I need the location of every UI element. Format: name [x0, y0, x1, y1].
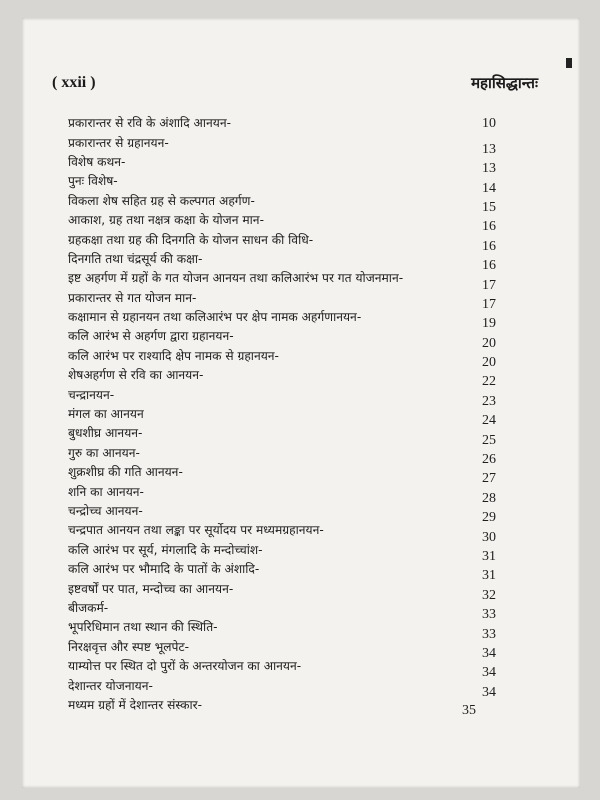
toc-entry-title: पुनः विशेष-	[68, 174, 118, 189]
toc-entry-title: याम्योत्त पर स्थित दो पुरों के अन्तरयोजन का आनयन-	[68, 659, 302, 674]
toc-entry-title: कक्षामान से ग्रहानयन तथा कलिआरंभ पर क्षेप नामक अहर्गणानयन-	[68, 310, 362, 325]
table-of-contents	[68, 110, 496, 711]
toc-entry-page: 20	[482, 335, 496, 351]
toc-entry-title: कलि आरंभ पर सूर्य, मंगलादि के मन्दोच्चांश-	[68, 542, 263, 557]
toc-entry	[68, 556, 496, 584]
toc-entry-title: भूपरिधिमान तथा स्थान की स्थिति-	[68, 620, 218, 635]
toc-entry	[68, 110, 496, 132]
toc-entry-page: 26	[482, 452, 496, 468]
toc-entry-title: चन्द्रोच्च आनयन-	[68, 504, 143, 518]
toc-entry	[68, 246, 496, 274]
toc-entry-title: चन्द्रानयन-	[68, 387, 115, 402]
toc-entry-title: ग्रहकक्षा तथा ग्रह की दिनगति के योजन साधन की विधि-	[68, 232, 314, 247]
toc-entry	[68, 614, 496, 642]
toc-entry-title: मध्यम ग्रहों में देशान्तर संस्कार-	[68, 697, 202, 712]
book-title: महासिद्धान्तः	[471, 74, 538, 92]
toc-entry-page: 13	[482, 161, 496, 177]
toc-entry-title: चन्द्रपात आनयन तथा लङ्का पर सूर्योदय पर मध्यमग्रहानयन-	[68, 523, 324, 538]
toc-entry-page: 16	[482, 238, 496, 254]
toc-entry-page: 19	[482, 316, 496, 332]
toc-entry-page: 24	[482, 413, 496, 429]
page-edge-mark	[566, 58, 572, 68]
toc-entry-page: 15	[482, 199, 496, 215]
toc-entry	[68, 420, 496, 448]
toc-entry	[68, 575, 496, 603]
toc-entry-page: 29	[482, 510, 496, 526]
toc-entry-page: 25	[482, 432, 496, 448]
toc-entry	[68, 285, 496, 312]
toc-entry-title: विशेष कथन-	[68, 154, 126, 169]
toc-entry-title: दिनगति तथा चंद्रसूर्य की कक्षा-	[68, 251, 203, 266]
toc-entry	[68, 440, 496, 468]
toc-entry-page: 16	[482, 258, 496, 274]
page-number: ( xxii )	[52, 74, 96, 91]
toc-entry-page: 13	[482, 141, 496, 157]
toc-entry-page: 31	[482, 548, 496, 564]
toc-final-page-number: 35	[462, 703, 476, 718]
toc-entry-page: 16	[482, 219, 496, 235]
toc-entry-page: 34	[482, 665, 496, 681]
toc-entry-page: 20	[482, 355, 496, 371]
toc-entry-page: 22	[482, 374, 496, 390]
toc-entry-title: प्रकारान्तर से ग्रहानयन-	[68, 135, 169, 150]
toc-entry-page: 30	[482, 529, 496, 545]
page-header	[52, 70, 538, 96]
toc-entry	[68, 149, 496, 177]
toc-entry	[68, 168, 496, 196]
toc-entry-page: 31	[482, 568, 496, 584]
toc-entry	[68, 129, 496, 157]
toc-entry-page: 28	[482, 490, 496, 506]
toc-entry-page: 34	[482, 645, 496, 661]
toc-entry-title: शनि का आनयन-	[68, 484, 144, 499]
toc-entry	[68, 265, 496, 293]
toc-entry-page: 17	[482, 277, 496, 293]
toc-entry	[68, 226, 496, 254]
toc-entry-title: शेषअहर्गण से रवि का आनयन-	[68, 368, 204, 383]
toc-entry	[68, 459, 496, 487]
toc-entry-title: बुधशीघ्र आनयन-	[68, 426, 143, 441]
toc-entry-title: गुरु का आनयन-	[68, 445, 140, 460]
toc-entry-page: 32	[482, 587, 496, 603]
toc-entry	[68, 207, 496, 235]
toc-entry-title: इष्ट अहर्गण में ग्रहों के गत योजन आनयन तथा कलिआरंभ पर गत योजनमान-	[68, 271, 404, 286]
toc-entry-page: 27	[482, 471, 496, 487]
toc-entry-page: 23	[482, 393, 496, 409]
toc-entry	[68, 478, 496, 506]
toc-entry-title: शुक्रशीघ्र की गति आनयन-	[68, 465, 183, 480]
toc-entry	[68, 343, 496, 371]
toc-entry-page: 10	[482, 116, 496, 132]
toc-entry	[68, 323, 496, 351]
toc-entry-title: मंगल का आनयन	[68, 407, 144, 422]
toc-entry	[68, 381, 496, 409]
toc-entry-title: बीजकर्म-	[68, 600, 109, 615]
toc-entry-title: कलि आरंभ से अहर्गण द्वारा ग्रहानयन-	[68, 329, 234, 344]
toc-entry	[68, 517, 496, 545]
toc-entry	[68, 672, 496, 700]
toc-entry-title: इष्टवर्षों पर पात, मन्दोच्च का आनयन-	[68, 581, 234, 596]
toc-entry	[68, 304, 496, 332]
toc-entry-title: कलि आरंभ पर भौमादि के पातों के अंशादि-	[68, 562, 260, 577]
toc-entry	[68, 537, 496, 564]
toc-entry	[68, 653, 496, 681]
toc-entry-title: आकाश, ग्रह तथा नक्षत्र कक्षा के योजन मान-	[68, 213, 264, 228]
toc-entry-title: प्रकारान्तर से गत योजन मान-	[68, 290, 197, 305]
toc-entry	[68, 692, 496, 711]
toc-entry	[68, 634, 496, 661]
toc-entry	[68, 188, 496, 215]
toc-entry-title: निरक्षवृत्त और स्पष्ट भूलपेट-	[68, 639, 189, 654]
toc-entry	[68, 401, 496, 429]
toc-entry-page: 33	[482, 626, 496, 642]
toc-entry-page: 14	[482, 180, 496, 196]
toc-entry	[68, 595, 496, 623]
toc-entry-page: 17	[482, 296, 496, 312]
toc-entry-page: 33	[482, 607, 496, 623]
toc-entry	[68, 362, 496, 390]
toc-entry-title: विकला शेष सहित ग्रह से कल्पगत अहर्गण-	[68, 193, 255, 208]
toc-entry-title: प्रकारान्तर से रवि के अंशादि आनयन-	[68, 116, 231, 131]
toc-entry-page: 34	[482, 684, 496, 700]
toc-entry-title: देशान्तर योजनायन-	[68, 678, 153, 693]
toc-entry	[68, 498, 496, 526]
toc-entry-title: कलि आरंभ पर राश्यादि क्षेप नामक से ग्रहानयन-	[68, 348, 279, 363]
